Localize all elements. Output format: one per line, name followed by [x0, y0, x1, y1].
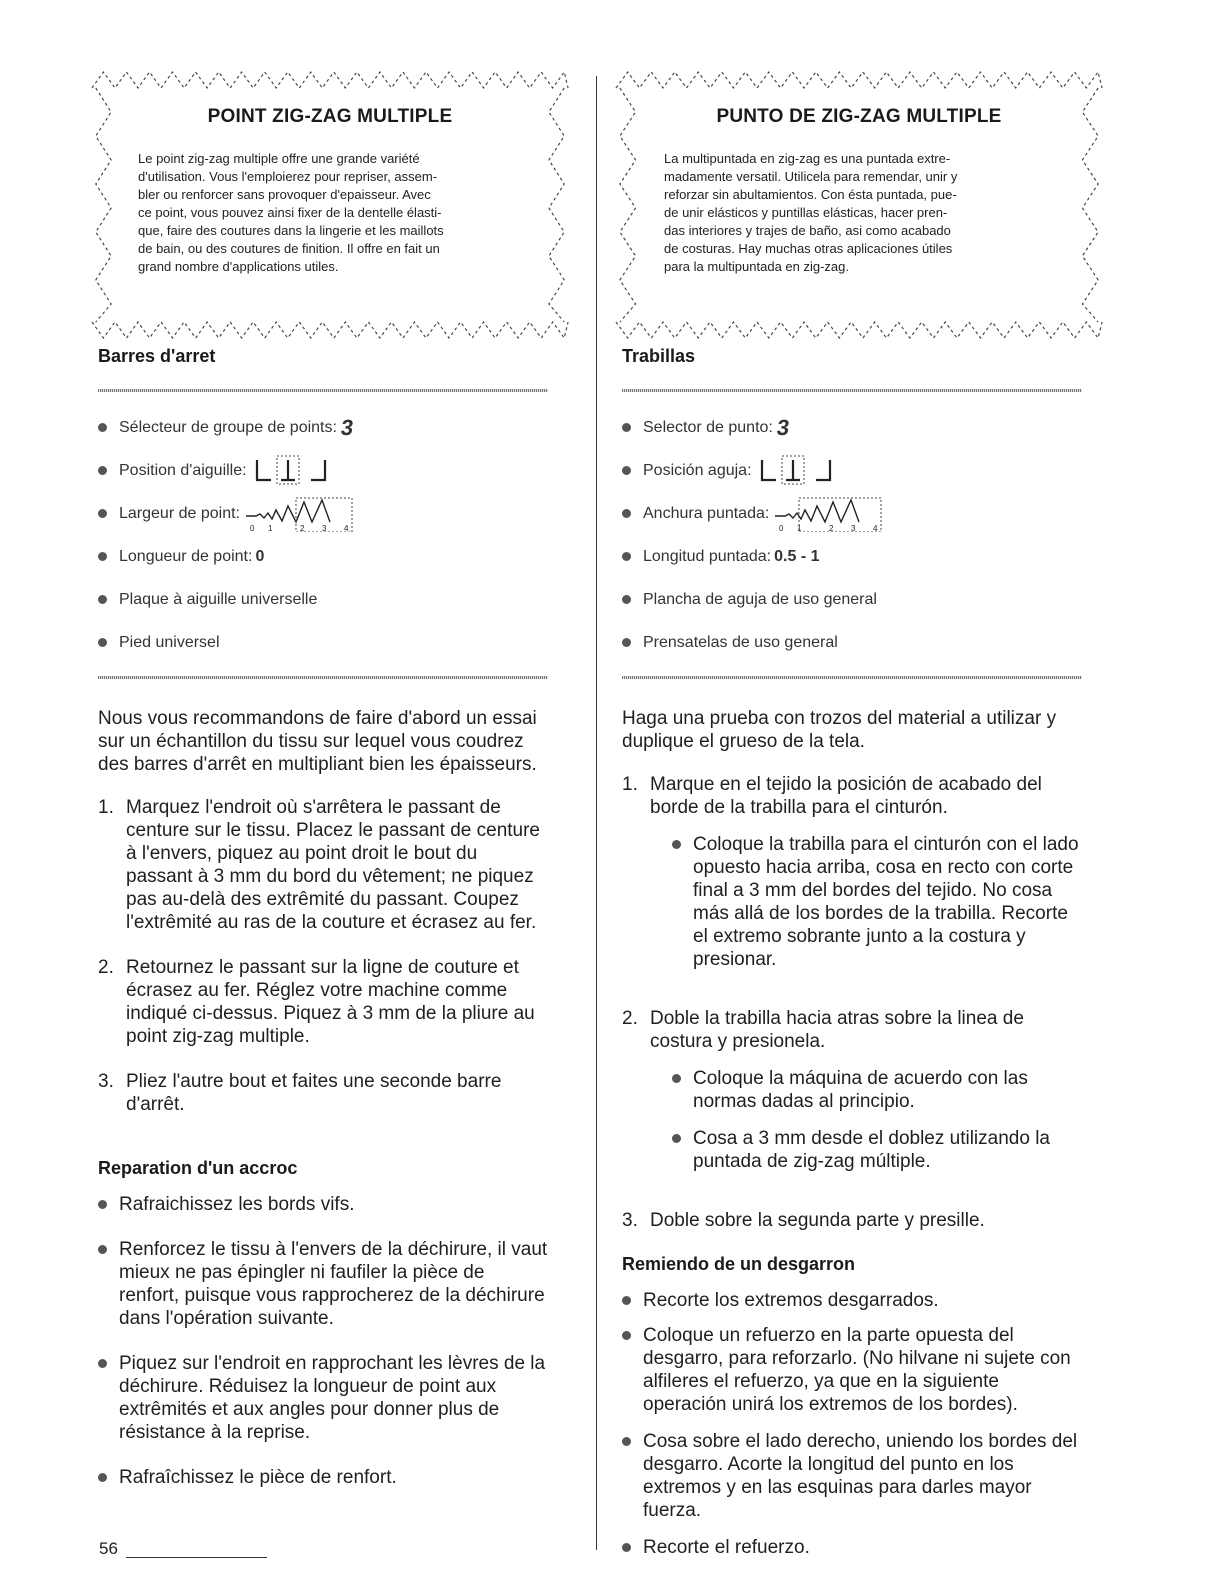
- bullet-icon: [98, 595, 107, 604]
- box-title: POINT ZIG-ZAG MULTIPLE: [207, 106, 453, 127]
- bullet-icon: [622, 1296, 631, 1305]
- width-tick: 0: [249, 523, 255, 532]
- setting-selector: [98, 406, 570, 449]
- repair-title: Reparation d'un accroc: [98, 1158, 298, 1178]
- repair-item: [98, 1238, 548, 1330]
- box-line: Le point zig-zag multiple offre une grande variété: [138, 151, 420, 166]
- width-tick: 1: [797, 523, 802, 532]
- zigzag-intro-box: [614, 70, 1104, 340]
- dotted-rule: [98, 389, 548, 392]
- page-number-underline: [126, 1557, 267, 1558]
- repair-item: [622, 1430, 1082, 1522]
- dotted-rule: [622, 676, 1082, 679]
- step-number: 2.: [98, 957, 114, 978]
- setting-label: Longitud puntada:: [643, 547, 772, 565]
- setting-stitch-length: [98, 535, 570, 578]
- bullet-icon: [672, 1074, 681, 1083]
- width-tick: 0: [779, 523, 784, 532]
- repair-text: Rafraîchissez le pièce de renfort.: [119, 1467, 397, 1488]
- box-text: [664, 150, 1052, 276]
- width-tick: 4: [873, 523, 878, 532]
- width-tick: 1: [267, 523, 273, 532]
- step-text: Pliez l'autre bout et faites une seconde barre d'arrêt.: [126, 1071, 502, 1115]
- dotted-rule: [622, 389, 1082, 392]
- repair-text: Cosa sobre el lado derecho, uniendo los bordes del desgarro. Acorte la longitud del punto en los extremos y en las esquinas para darles mayor fuerza.: [643, 1431, 1078, 1521]
- setting-label: Posición aguja:: [643, 461, 752, 479]
- repair-title: Remiendo de un desgarron: [622, 1254, 856, 1274]
- bullet-icon: [622, 552, 631, 561]
- width-tick: 3: [321, 523, 327, 532]
- repair-text: Renforcez le tissu à l'envers de la déchirure, il vaut mieux ne pas épingler ni faufiler la pièce de renfort, puisque vous rapprocherez de la déchirure dans l'opération suivante.: [119, 1239, 548, 1329]
- page-number: 56: [99, 1539, 118, 1558]
- zigzag-intro-box: [90, 70, 570, 340]
- width-tick: 3: [851, 523, 856, 532]
- dotted-rule: [98, 676, 548, 679]
- stitch-group-symbol: 3: [775, 414, 791, 440]
- box-line: ce point, vous pouvez ainsi fixer de la dentelle élasti-: [138, 205, 442, 220]
- step-sub-text: Cosa a 3 mm desde el doblez utilizando la puntada de zig-zag múltiple.: [693, 1128, 1050, 1172]
- section-title: Barres d'arret: [98, 346, 216, 366]
- setting-label: Anchura puntada:: [643, 504, 770, 522]
- column-divider: [596, 76, 597, 1550]
- intro-paragraph: Nous vous recommandons de faire d'abord un essai sur un échantillon du tissu sur lequel vous coudrez des barres d'arrêt en multipliant bien les épaisseurs.: [98, 708, 537, 775]
- step-item: [622, 1007, 1082, 1187]
- step-item: [98, 1070, 548, 1116]
- intro-paragraph: Haga una prueba con trozos del material a utilizar y duplique el grueso de la tela.: [622, 708, 1057, 752]
- setting-needle-plate: [622, 578, 1104, 621]
- repair-item: [622, 1536, 1082, 1559]
- bullet-icon: [622, 466, 631, 475]
- needle-position-icon: [758, 454, 838, 488]
- box-line: de costuras. Hay muchas otras aplicaciones útiles: [664, 241, 953, 256]
- bullet-icon: [98, 466, 107, 475]
- step-number: 1.: [622, 774, 638, 795]
- setting-presser-foot: [622, 621, 1104, 664]
- box-line: de unir elásticos y puntillas elásticas, hacer pren-: [664, 205, 948, 220]
- stitch-width-icon: [246, 496, 356, 532]
- step-item: [622, 773, 1082, 985]
- step-sub-item: [672, 1067, 1082, 1113]
- steps-list: [98, 796, 548, 1116]
- repair-list: [622, 1289, 1082, 1559]
- step-sub-list: [672, 1067, 1082, 1173]
- setting-needle-position: [622, 449, 1104, 492]
- setting-needle-plate: [98, 578, 570, 621]
- step-sub-text: Coloque la máquina de acuerdo con las normas dadas al principio.: [693, 1068, 1028, 1112]
- bullet-icon: [98, 552, 107, 561]
- setting-label: Pied universel: [119, 633, 220, 651]
- bullet-icon: [672, 840, 681, 849]
- box-line: grand nombre d'applications utiles.: [138, 259, 339, 274]
- repair-text: Recorte los extremos desgarrados.: [643, 1290, 939, 1311]
- width-tick: 2: [299, 523, 305, 532]
- setting-label: Longueur de point:: [119, 547, 253, 565]
- bullet-icon: [98, 1473, 107, 1482]
- repair-text: Recorte el refuerzo.: [643, 1537, 810, 1558]
- setting-presser-foot: [98, 621, 570, 664]
- box-title: PUNTO DE ZIG-ZAG MULTIPLE: [716, 106, 1002, 127]
- bullet-icon: [98, 1245, 107, 1254]
- bullet-icon: [622, 423, 631, 432]
- repair-item: [622, 1289, 1082, 1312]
- bullet-icon: [98, 509, 107, 518]
- repair-item: [98, 1193, 548, 1216]
- width-tick: 4: [343, 523, 349, 532]
- box-line: bler ou renforcer sans provoquer d'epaisseur. Avec: [138, 187, 431, 202]
- setting-label: Sélecteur de groupe de points:: [119, 418, 337, 436]
- bullet-icon: [672, 1134, 681, 1143]
- setting-stitch-length: [622, 535, 1104, 578]
- setting-label: Largeur de point:: [119, 504, 240, 522]
- step-item: [98, 956, 548, 1048]
- step-number: 2.: [622, 1008, 638, 1029]
- settings-list: [98, 406, 570, 664]
- setting-label: Prensatelas de uso general: [643, 633, 838, 651]
- setting-label: Plancha de aguja de uso general: [643, 590, 877, 608]
- step-text: Doble sobre la segunda parte y presille.: [650, 1210, 985, 1231]
- settings-list: [622, 406, 1104, 664]
- setting-label: Plaque à aiguille universelle: [119, 590, 318, 608]
- setting-label: Position d'aiguille:: [119, 461, 247, 479]
- setting-stitch-width: [98, 492, 570, 535]
- bullet-icon: [98, 1200, 107, 1209]
- bullet-icon: [622, 1543, 631, 1552]
- repair-text: Coloque un refuerzo en la parte opuesta del desgarro, para reforzarlo. (No hilvane ni sujete con alfileres el refuerzo, ya que en la siguiente operación unirá los extremos de los bordes).: [643, 1325, 1071, 1415]
- bullet-icon: [622, 509, 631, 518]
- step-text: Marquez l'endroit où s'arrêtera le passant de centure sur le tissu. Placez le passant de centure à l'envers, piquez au point droit le bout du passant à 3 mm du bord du vêtement; ne piquez pas au-delà des extrêmité du passant. Coupez l'extrêmité au ras de la couture et écrasez au fer.: [126, 797, 541, 933]
- setting-stitch-width: [622, 492, 1104, 535]
- step-sub-list: [672, 833, 1082, 971]
- box-line: de bain, ou des coutures de finition. Il offre en fait un: [138, 241, 440, 256]
- right-column-spanish: [614, 70, 1104, 1581]
- setting-value: 0: [255, 547, 265, 565]
- repair-item: [98, 1466, 548, 1489]
- step-number: 3.: [622, 1210, 638, 1231]
- bullet-icon: [98, 1359, 107, 1368]
- step-sub-item: [672, 833, 1082, 971]
- box-line: madamente versatil. Utilicela para remendar, unir y: [664, 169, 958, 184]
- repair-item: [98, 1352, 548, 1444]
- section-title: Trabillas: [622, 346, 696, 366]
- setting-label: Selector de punto:: [643, 418, 773, 436]
- step-sub-text: Coloque la trabilla para el cinturón con el lado opuesto hacia arriba, cosa en recto con corte final a 3 mm del bordes del tejido. No cosa más allá de los bordes de la trabilla. Recorte el extremo sobrante junto a la costura y presionar.: [693, 834, 1079, 970]
- step-text: Retournez le passant sur la ligne de couture et écrasez au fer. Réglez votre machine comme indiqué ci-dessus. Piquez à 3 mm de la pliure au point zig-zag multiple.: [126, 957, 535, 1047]
- steps-list: [622, 773, 1082, 1232]
- bullet-icon: [622, 595, 631, 604]
- box-line: reforzar sin abultamientos. Con ésta puntada, pue-: [664, 187, 957, 202]
- width-tick: 2: [829, 523, 834, 532]
- step-text: Marque en el tejido la posición de acabado del borde de la trabilla para el cinturón.: [650, 774, 1042, 818]
- step-sub-item: [672, 1127, 1082, 1173]
- box-line: para la multipuntada en zig-zag.: [664, 259, 850, 274]
- setting-selector: [622, 406, 1104, 449]
- bullet-icon: [622, 638, 631, 647]
- repair-list: [98, 1193, 548, 1489]
- box-line: que, faire des coutures dans la lingerie et les maillots: [138, 223, 444, 238]
- bullet-icon: [98, 423, 107, 432]
- box-line: das interiores y trajes de baño, asi como acabado: [664, 223, 951, 238]
- stitch-width-icon: [775, 496, 885, 532]
- repair-text: Rafraichissez les bords vifs.: [119, 1194, 355, 1215]
- setting-needle-position: [98, 449, 570, 492]
- setting-value: 0.5 - 1: [774, 547, 820, 565]
- stitch-group-symbol: 3: [339, 414, 356, 440]
- step-item: [622, 1209, 1082, 1232]
- box-line: La multipuntada en zig-zag es una puntada extre-: [664, 151, 951, 166]
- box-line: d'utilisation. Vous l'emploierez pour repriser, assem-: [138, 169, 438, 184]
- bullet-icon: [98, 638, 107, 647]
- step-number: 3.: [98, 1071, 114, 1092]
- step-number: 1.: [98, 797, 114, 818]
- repair-text: Piquez sur l'endroit en rapprochant les lèvres de la déchirure. Réduisez la longueur de point aux extrêmités et aux angles pour donner plus de résistance à la reprise.: [119, 1353, 546, 1443]
- left-column-french: [90, 70, 570, 1511]
- bullet-icon: [622, 1437, 631, 1446]
- bullet-icon: [622, 1331, 631, 1340]
- step-item: [98, 796, 548, 934]
- needle-position-icon: [253, 454, 333, 488]
- step-text: Doble la trabilla hacia atras sobre la linea de costura y presionela.: [650, 1008, 1024, 1052]
- repair-item: [622, 1324, 1082, 1416]
- box-text: [138, 150, 522, 276]
